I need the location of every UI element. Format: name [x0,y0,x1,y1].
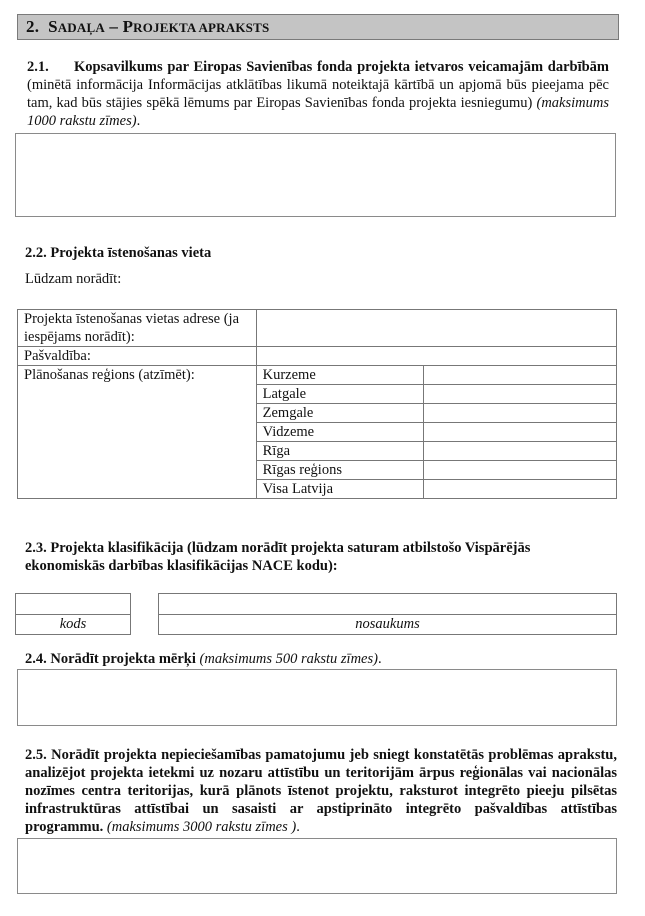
section-2-2-instruction: Lūdzam norādīt: [25,271,122,287]
region-mark-kurzeme[interactable] [424,366,617,385]
region-name: Kurzeme [256,366,424,385]
region-name: Vidzeme [256,423,424,442]
objectives-textarea[interactable] [17,669,617,726]
nace-name-box [158,593,617,635]
section-2-3-heading: 2.3. Projekta klasifikācija (lūdzam norādīt projekta saturam atbilstošo Vispārējās ekonomiskās darbības klasifikācijas NACE kodu): [25,540,531,574]
region-name: Rīgas reģions [256,461,424,480]
section-2-1-limit: (maksimums 1000 rakstu zīmes) [27,95,609,129]
section-2-4-heading: 2.4. Norādīt projekta mērķi (maksimums 500 rakstu zīmes). [25,651,382,667]
section-2-5-description: 2.5. Norādīt projekta nepieciešamības pamatojumu jeb sniegt konstatētās problēmas aprakstu, analizējot projekta ietekmi uz nozaru attīstību un teritorijām ārpus reģionālas vai nacionālas nozīmes centra teritorijas, kurā plānots īstenot projektu, raksturot integrēto pieeju pilsētas infrastruktūras attīstībai un sasaisti ar apstiprināto integrēto pašvaldības attīstības programmu. (maksimums 3000 rakstu zīmes ). [25,747,617,835]
section-2-4-title: 2.4. Norādīt projekta mērķi [25,651,196,667]
section-number: 2. [26,17,40,36]
section-2-1-title: Kopsavilkums par Eiropas Savienības fonda projekta ietvaros veicamajām darbībām [74,59,609,75]
nace-code-label: kods [59,616,87,632]
summary-textarea[interactable] [15,133,616,217]
region-name: Latgale [256,385,424,404]
municipality-label: Pašvaldība: [18,347,257,366]
region-mark-riga[interactable] [424,442,617,461]
section-2-1-note: (minētā informācija Informācijas atklātības likumā noteiktajā kārtībā un apjomā būs pieejama pēc tam, kad būs stājies spēkā lēmums par Eiropas Savienības fonda projekta iesniegumu) [27,77,609,111]
table-row [18,310,617,347]
region-mark-rigas-regions[interactable] [424,461,617,480]
table-row [18,366,617,385]
region-mark-latgale[interactable] [424,385,617,404]
region-mark-zemgale[interactable] [424,404,617,423]
nace-name-label: nosaukums [355,616,420,632]
section-2-1-number: 2.1. [27,59,49,75]
address-field[interactable] [256,310,616,347]
section-2-5-limit: (maksimums 3000 rakstu zīmes ) [103,819,297,835]
location-table [17,309,617,499]
region-name: Zemgale [256,404,424,423]
region-label: Plānošanas reģions (atzīmēt): [18,366,257,499]
section-2-2-heading: 2.2. Projekta īstenošanas vieta [25,245,212,261]
address-label: Projekta īstenošanas vietas adrese (ja iespējams norādīt): [18,310,257,347]
region-name: Visa Latvija [256,480,424,499]
region-name: Rīga [256,442,424,461]
region-mark-vidzeme[interactable] [424,423,617,442]
section-title: SADAĻA – PROJEKTA APRAKSTS [48,17,270,36]
nace-code-box [15,593,131,635]
section-header [17,14,619,40]
nace-code-field[interactable] [16,594,130,615]
section-2-5-title: 2.5. Norādīt projekta nepieciešamības pamatojumu jeb sniegt konstatētās problēmas aprakstu, analizējot projekta ietekmi uz nozaru attīstību un teritorijām ārpus reģionālas vai nacionālas nozīmes centra teritorijas, kurā plānots īstenot projektu, raksturot integrēto pieeju pilsētas infrastruktūras attīstībai un sasaisti ar apstiprināto integrēto pašvaldības attīstības programmu. [25,747,617,835]
table-row [18,347,617,366]
section-2-4-limit: (maksimums 500 rakstu zīmes) [195,651,378,667]
municipality-field[interactable] [256,347,616,366]
section-2-1-description: 2.1. Kopsavilkums par Eiropas Savienības fonda projekta ietvaros veicamajām darbībām (minētā informācija Informācijas atklātības likumā noteiktajā kārtībā un apjomā būs pieejama pēc tam, kad būs stājies spēkā lēmums par Eiropas Savienības fonda projekta iesniegumu) (maksimums 1000 rakstu zīmes). [27,59,609,129]
region-mark-visa-latvija[interactable] [424,480,617,499]
justification-textarea[interactable] [17,838,617,894]
nace-name-field[interactable] [159,594,616,615]
